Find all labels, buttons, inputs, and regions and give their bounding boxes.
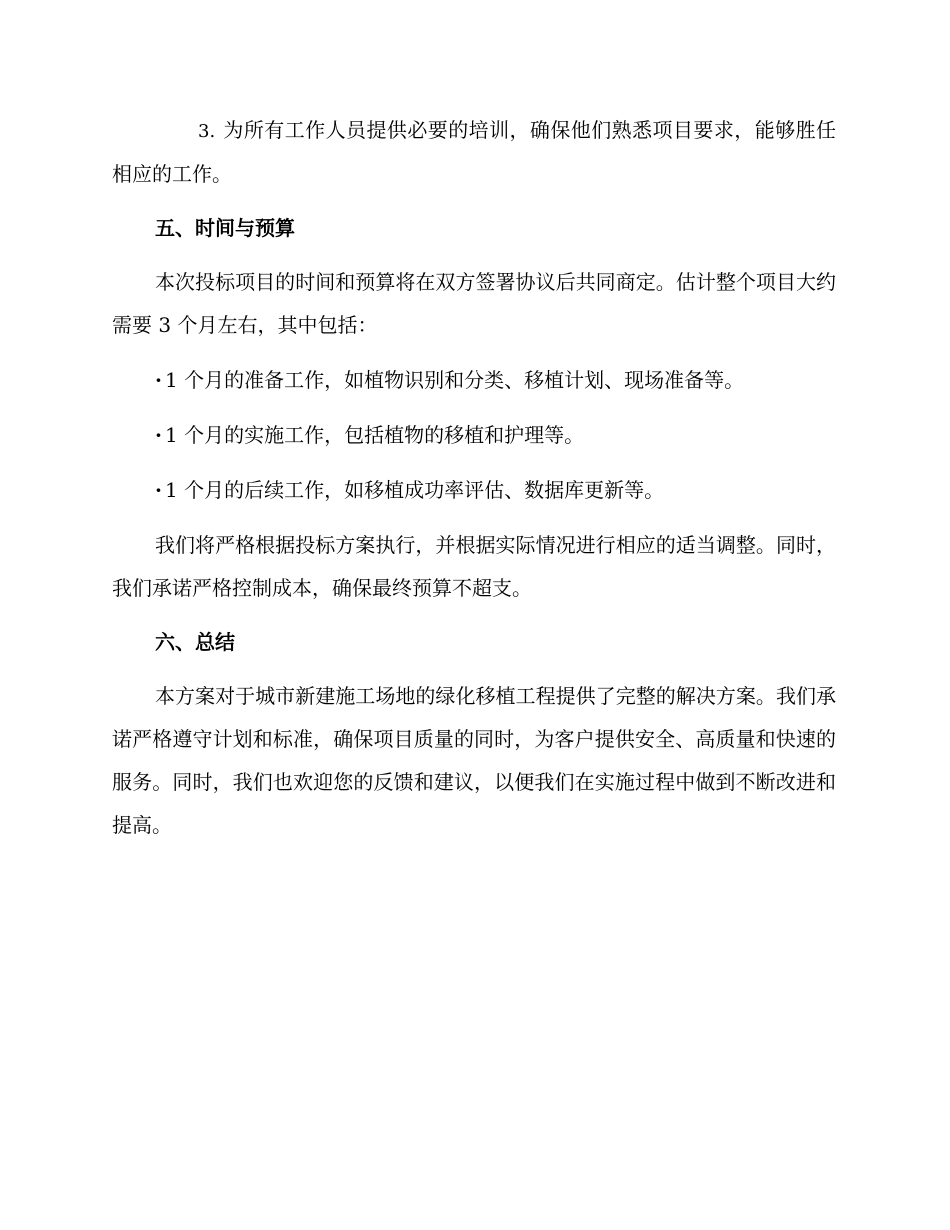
item-number: 3.	[198, 121, 216, 142]
numbered-item-3	[112, 109, 836, 196]
section-heading-summary: 六、总结	[155, 630, 235, 654]
bullet-marker: ·	[155, 478, 162, 502]
bullet-text: 1 个月的准备工作，如植物识别和分类、移植计划、现场准备等。	[165, 368, 745, 392]
bullet-item-implementation	[112, 414, 836, 457]
section-heading-time-budget: 五、时间与预算	[155, 216, 295, 240]
bullet-item-preparation	[112, 359, 836, 402]
bullet-text: 1 个月的实施工作，包括植物的移植和护理等。	[165, 423, 585, 447]
bullet-marker: ·	[155, 368, 162, 392]
document-body	[112, 109, 836, 847]
bullet-item-followup	[112, 469, 836, 512]
item-text: 为所有工作人员提供必要的培训，确保他们熟悉项目要求，能够胜任相应的工作。	[112, 118, 836, 186]
bullet-text: 1 个月的后续工作，如移植成功率评估、数据库更新等。	[165, 478, 665, 502]
paragraph-time-budget-closing: 我们将严格根据投标方案执行，并根据实际情况进行相应的适当调整。同时，我们承诺严格控制成本，确保最终预算不超支。	[112, 533, 836, 600]
paragraph-summary: 本方案对于城市新建施工场地的绿化移植工程提供了完整的解决方案。我们承诺严格遵守计划和标准，确保项目质量的同时，为客户提供安全、高质量和快速的服务。同时，我们也欢迎您的反馈和建议，以便我们在实施过程中做到不断改进和提高。	[112, 684, 836, 837]
paragraph-time-budget-intro: 本次投标项目的时间和预算将在双方签署协议后共同商定。估计整个项目大约需要 3 个月左右，其中包括：	[112, 270, 836, 337]
bullet-marker: ·	[155, 423, 162, 447]
